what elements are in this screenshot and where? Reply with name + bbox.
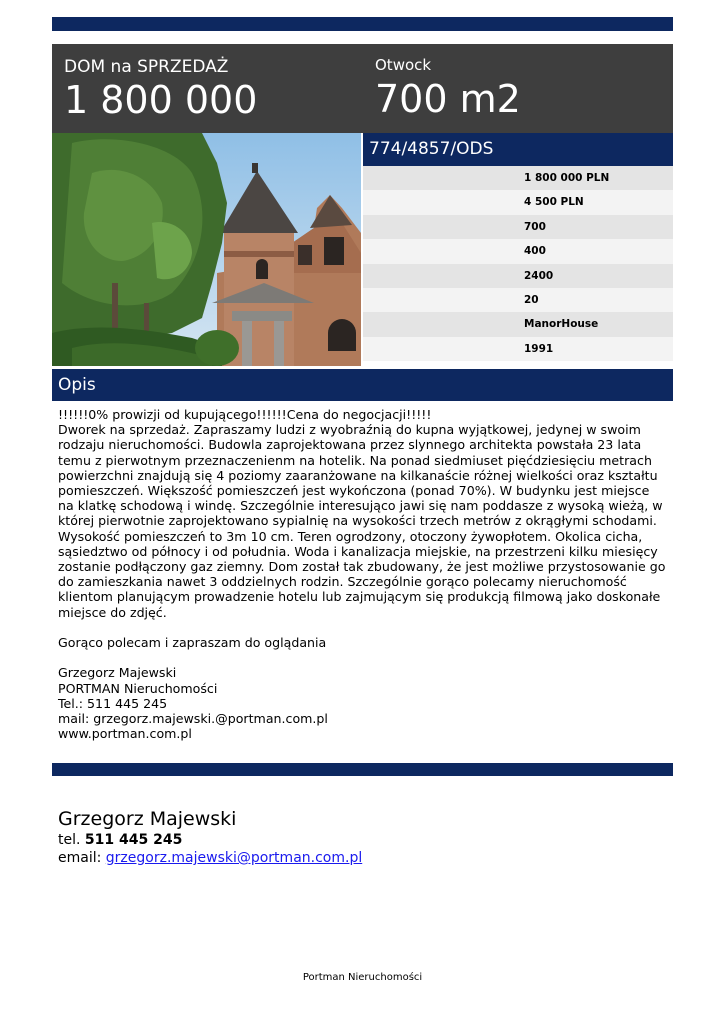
agent-name: Grzegorz Majewski <box>58 808 237 830</box>
spacer <box>58 620 668 635</box>
bottom-accent-bar <box>52 763 673 776</box>
phone-label: tel. <box>58 832 85 848</box>
spec-row-price: 1 800 000 PLN <box>363 166 673 190</box>
property-type-label: DOM na SPRZEDAŻ <box>64 57 229 77</box>
signature-line: Tel.: 511 445 245 <box>58 695 168 711</box>
footer-company: Portman Nieruchomości <box>302 972 423 983</box>
spec-table <box>363 166 673 361</box>
spec-row-price-per-m2: 4 500 PLN <box>363 190 673 214</box>
spec-row-value-6: 20 <box>363 288 673 312</box>
price-display: 1 800 000 <box>64 78 258 122</box>
description-paragraph: Dworek na sprzedaż. Zapraszamy ludzi z wyobraźnią do kupna wyjątkowej, jedynej w swoim rodzaju nieruchomości. Budowla zaprojektowana przez slynnego architekta powstała 23 lata temu z pierwotnym przeznaczenienm na hotelik. Na ponad siedmiuset pięćdziesięciu metrach powierzchni znajdują się 4 poziomy zaaranżowane na kilkanaście różnej wielkości oraz kształtu pomieszczeń. Większość pomieszczeń jest wykończona (ponad 70%). W budynku jest miejsce na klatkę schodową i windę. Szczególnie interesująco jawi się nam poddasze z wysoką wieżą, w której pierwotnie zaprojektowano sypialnię na wysokości trzech metrów z okrągłymi schodami. Wysokość pomieszczeń to 3m 10 cm. Teren ogrodzony, otoczony żywopłotem. Okolica cicha, sąsiedztwo od północy i od południa. Woda i kanalizacja miejskie, na przestrzeni kilku miesięcy zostanie podłączony gaz ziemny. Dom został tak zbudowany, że jest możliwe przystosowanie go do zamieszkania nawet 3 oddzielnych rodzin. Szczególnie gorąco polecamy nieruchomość klientom planującym prowadzenie hotelu lub zajmującym się produkcją filmową jako doskonałe miejsce do zdjęć. <box>58 422 666 620</box>
city-label: Otwock <box>375 56 432 74</box>
reference-number-bar: 774/4857/ODS <box>363 133 673 166</box>
listing-header <box>52 44 673 133</box>
spacer <box>58 650 668 665</box>
agent-contact <box>58 807 362 867</box>
spec-row-value-4: 400 <box>363 239 673 263</box>
signature-line: PORTMAN Nieruchomości <box>58 680 218 696</box>
spec-row-building-type: ManorHouse <box>363 312 673 336</box>
top-accent-bar <box>52 17 673 31</box>
header-right <box>375 55 521 119</box>
property-photo <box>52 133 361 366</box>
header-left <box>64 56 257 120</box>
spec-row-year-built: 1991 <box>363 337 673 361</box>
description-heading: Opis <box>52 369 673 401</box>
signature-line: mail: grzegorz.majewski.@portman.com.pl <box>58 711 328 727</box>
description-paragraph: !!!!!!0% prowizji od kupującego!!!!!!Cena do negocjacji!!!!! <box>58 407 432 422</box>
description-closing: Gorąco polecam i zapraszam do oglądania <box>58 635 327 651</box>
agent-email-line <box>58 849 362 867</box>
area-display: 700 m2 <box>375 77 521 121</box>
agent-phone-line <box>58 831 362 849</box>
spec-row-value-5: 2400 <box>363 264 673 288</box>
spec-row-area: 700 <box>363 215 673 239</box>
email-label: email: <box>58 850 106 866</box>
agent-email-link[interactable]: grzegorz.majewski@portman.com.pl <box>105 850 363 866</box>
signature-line: www.portman.com.pl <box>58 726 192 742</box>
description-body <box>58 407 668 741</box>
agent-phone[interactable]: 511 445 245 <box>84 832 183 848</box>
signature-line: Grzegorz Majewski <box>58 665 177 681</box>
